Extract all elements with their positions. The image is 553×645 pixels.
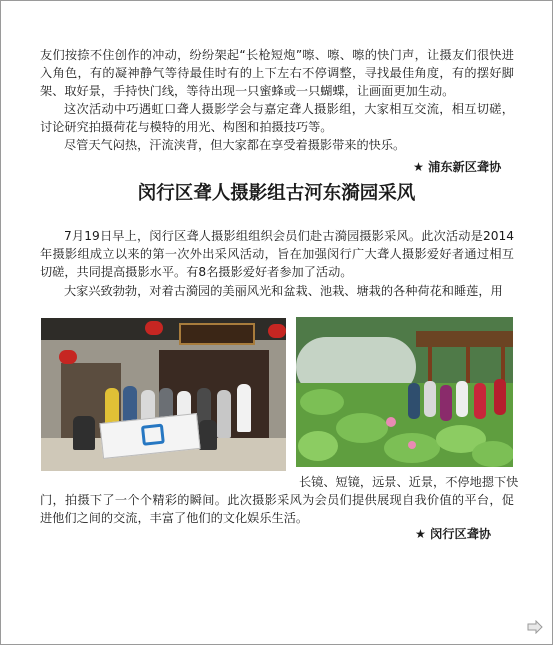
arrow-right-icon[interactable] xyxy=(527,620,543,634)
signature-minhang: ★ 闵行区聋协 xyxy=(415,527,492,541)
paragraph-lens-start: 长镜、短镜，远景、近景，不停地摁下快 xyxy=(299,475,519,489)
paragraph-weather: 尽管天气闷热，汗流浃背，但大家都在享受着摄影带来的快乐。 xyxy=(64,138,406,152)
paragraph-exchange: 这次活动中巧遇虹口聋人摄影学会与嘉定聋人摄影组，大家相互交流，相互切磋，讨论研究拍摄荷花与模特的用光、构图和拍摄技巧等。 xyxy=(40,102,514,134)
lotus-pond-photo xyxy=(296,317,513,467)
group-photo xyxy=(41,318,286,471)
signature-pudong: ★ 浦东新区聋协 xyxy=(413,160,502,174)
article-title: 闵行区聋人摄影组古河东漪园采风 xyxy=(137,183,416,204)
camera-logo-icon xyxy=(141,424,165,446)
paragraph-event: 7月19日早上，闵行区聋人摄影组组织会员们赴古漪园摄影采风。此次活动是2014年摄影组成立以来的第一次外出采风活动，旨在加强闵行广大聋人摄影爱好者通过相互切磋，共同提高摄影水平。有8名摄影爱好者参加了活动。 xyxy=(40,229,514,279)
paragraph-enthusiasm: 大家兴致勃勃，对着古漪园的美丽风光和盆栽、池栽、塘栽的各种荷花和睡莲，用 xyxy=(64,284,503,298)
paragraph-lens-continued: 门，拍摄下了一个个精彩的瞬间。此次摄影采风为会员们提供展现自我价值的平台，促进他们之间的交流，丰富了他们的文化娱乐生活。 xyxy=(40,493,514,525)
paragraph-intro-continuation: 友们按捺不住创作的冲动，纷纷架起“长枪短炮”嚓、嚓、嚓的快门声，让摄友们很快进入角色，有的凝神静气等待最佳时有的上下左右不停调整，寻找最佳角度，有的摆好脚架、取好景，手持快门线，等待出现一只蜜蜂或一只蝴蝶，让画面更加生动。 xyxy=(40,48,514,98)
